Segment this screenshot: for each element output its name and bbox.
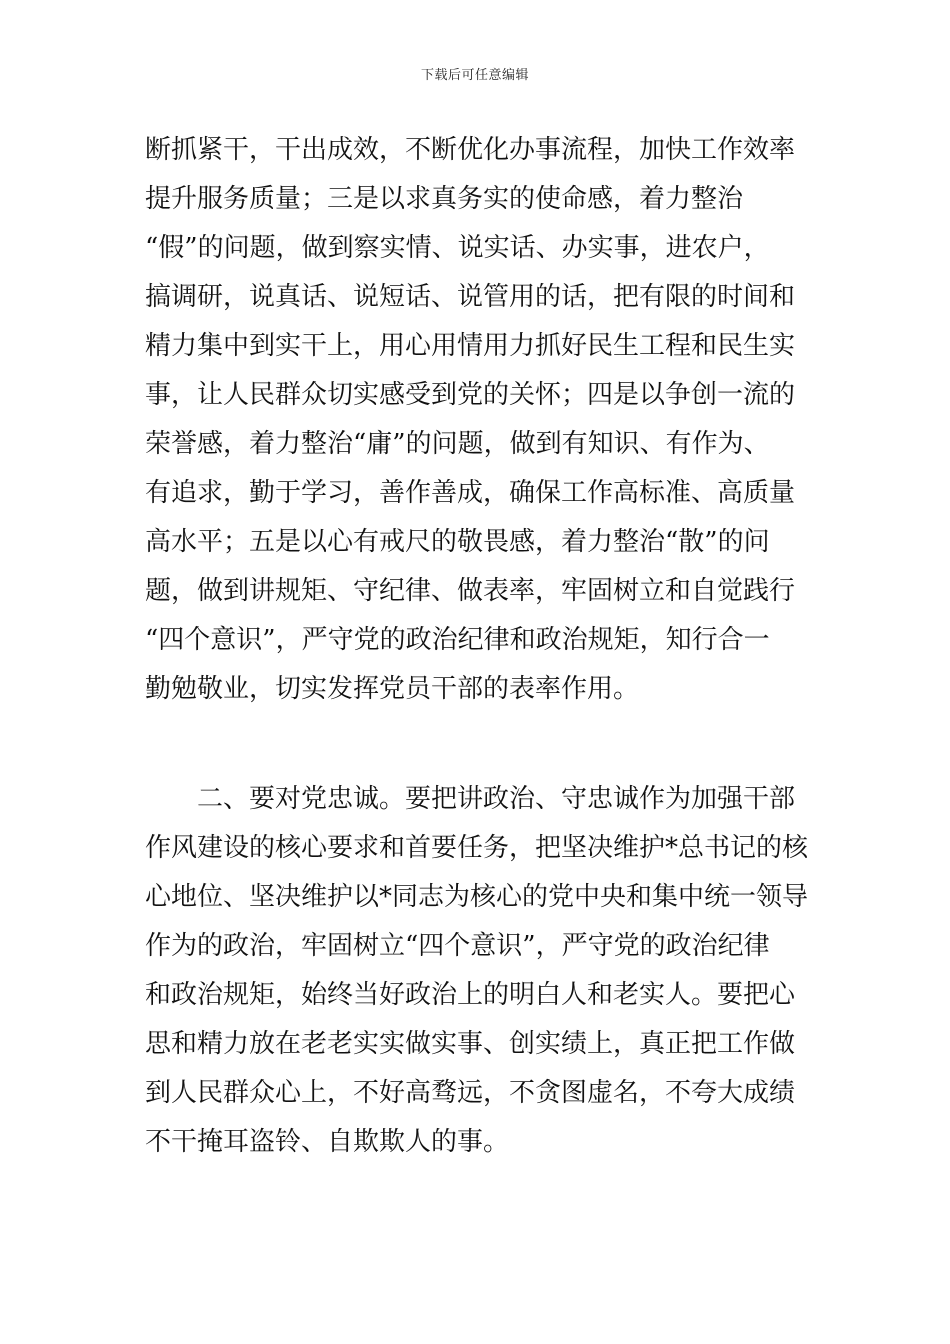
text-line: 和政治规矩，始终当好政治上的明白人和老实人。要把心 <box>145 980 796 1010</box>
text-line: 勤勉敬业，切实发挥党员干部的表率作用。 <box>145 674 640 704</box>
text-line: 断抓紧干，干出成效，不断优化办事流程，加快工作效率 <box>145 135 796 165</box>
text-line: 荣誉感，着力整治“庸”的问题，做到有知识、有作为、 <box>145 429 770 459</box>
text-line: 高水平；五是以心有戒尺的敬畏感，着力整治“散”的问 <box>145 527 770 557</box>
text-line: 题，做到讲规矩、守纪律、做表率，牢固树立和自觉践行 <box>145 576 796 606</box>
text-line: 有追求，勤于学习，善作善成，确保工作高标准、高质量 <box>145 478 796 508</box>
text-line: 作为的政治，牢固树立“四个意识”，严守党的政治纪律 <box>145 931 770 961</box>
text-line: 事，让人民群众切实感受到党的关怀；四是以争创一流的 <box>145 380 796 410</box>
text-line: “假”的问题，做到察实情、说实话、办实事，进农户， <box>145 233 770 263</box>
text-line: 思和精力放在老老实实做实事、创实绩上，真正把工作做 <box>145 1029 796 1059</box>
paragraph-1 <box>145 126 810 714</box>
text-line-first: 二、要对党忠诚。要把讲政治、守忠诚作为加强干部 <box>197 784 796 814</box>
paragraph-2 <box>145 775 810 1167</box>
text-line: 不干掩耳盗铃、自欺欺人的事。 <box>145 1127 510 1157</box>
page-header: 下载后可任意编辑 <box>420 68 529 83</box>
text-line: 提升服务质量；三是以求真务实的使命感，着力整治 <box>145 184 744 214</box>
text-line: 作风建设的核心要求和首要任务，把坚决维护*总书记的核 <box>145 833 809 863</box>
text-line: 到人民群众心上，不好高骛远，不贪图虚名，不夸大成绩 <box>145 1078 796 1108</box>
text-line: 搞调研，说真话、说短话、说管用的话，把有限的时间和 <box>145 282 796 312</box>
text-line: “四个意识”，严守党的政治纪律和政治规矩，知行合一 <box>145 625 770 655</box>
text-line: 心地位、坚决维护以*同志为核心的党中央和集中统一领导 <box>145 882 809 912</box>
text-line: 精力集中到实干上，用心用情用力抓好民生工程和民生实 <box>145 331 796 361</box>
